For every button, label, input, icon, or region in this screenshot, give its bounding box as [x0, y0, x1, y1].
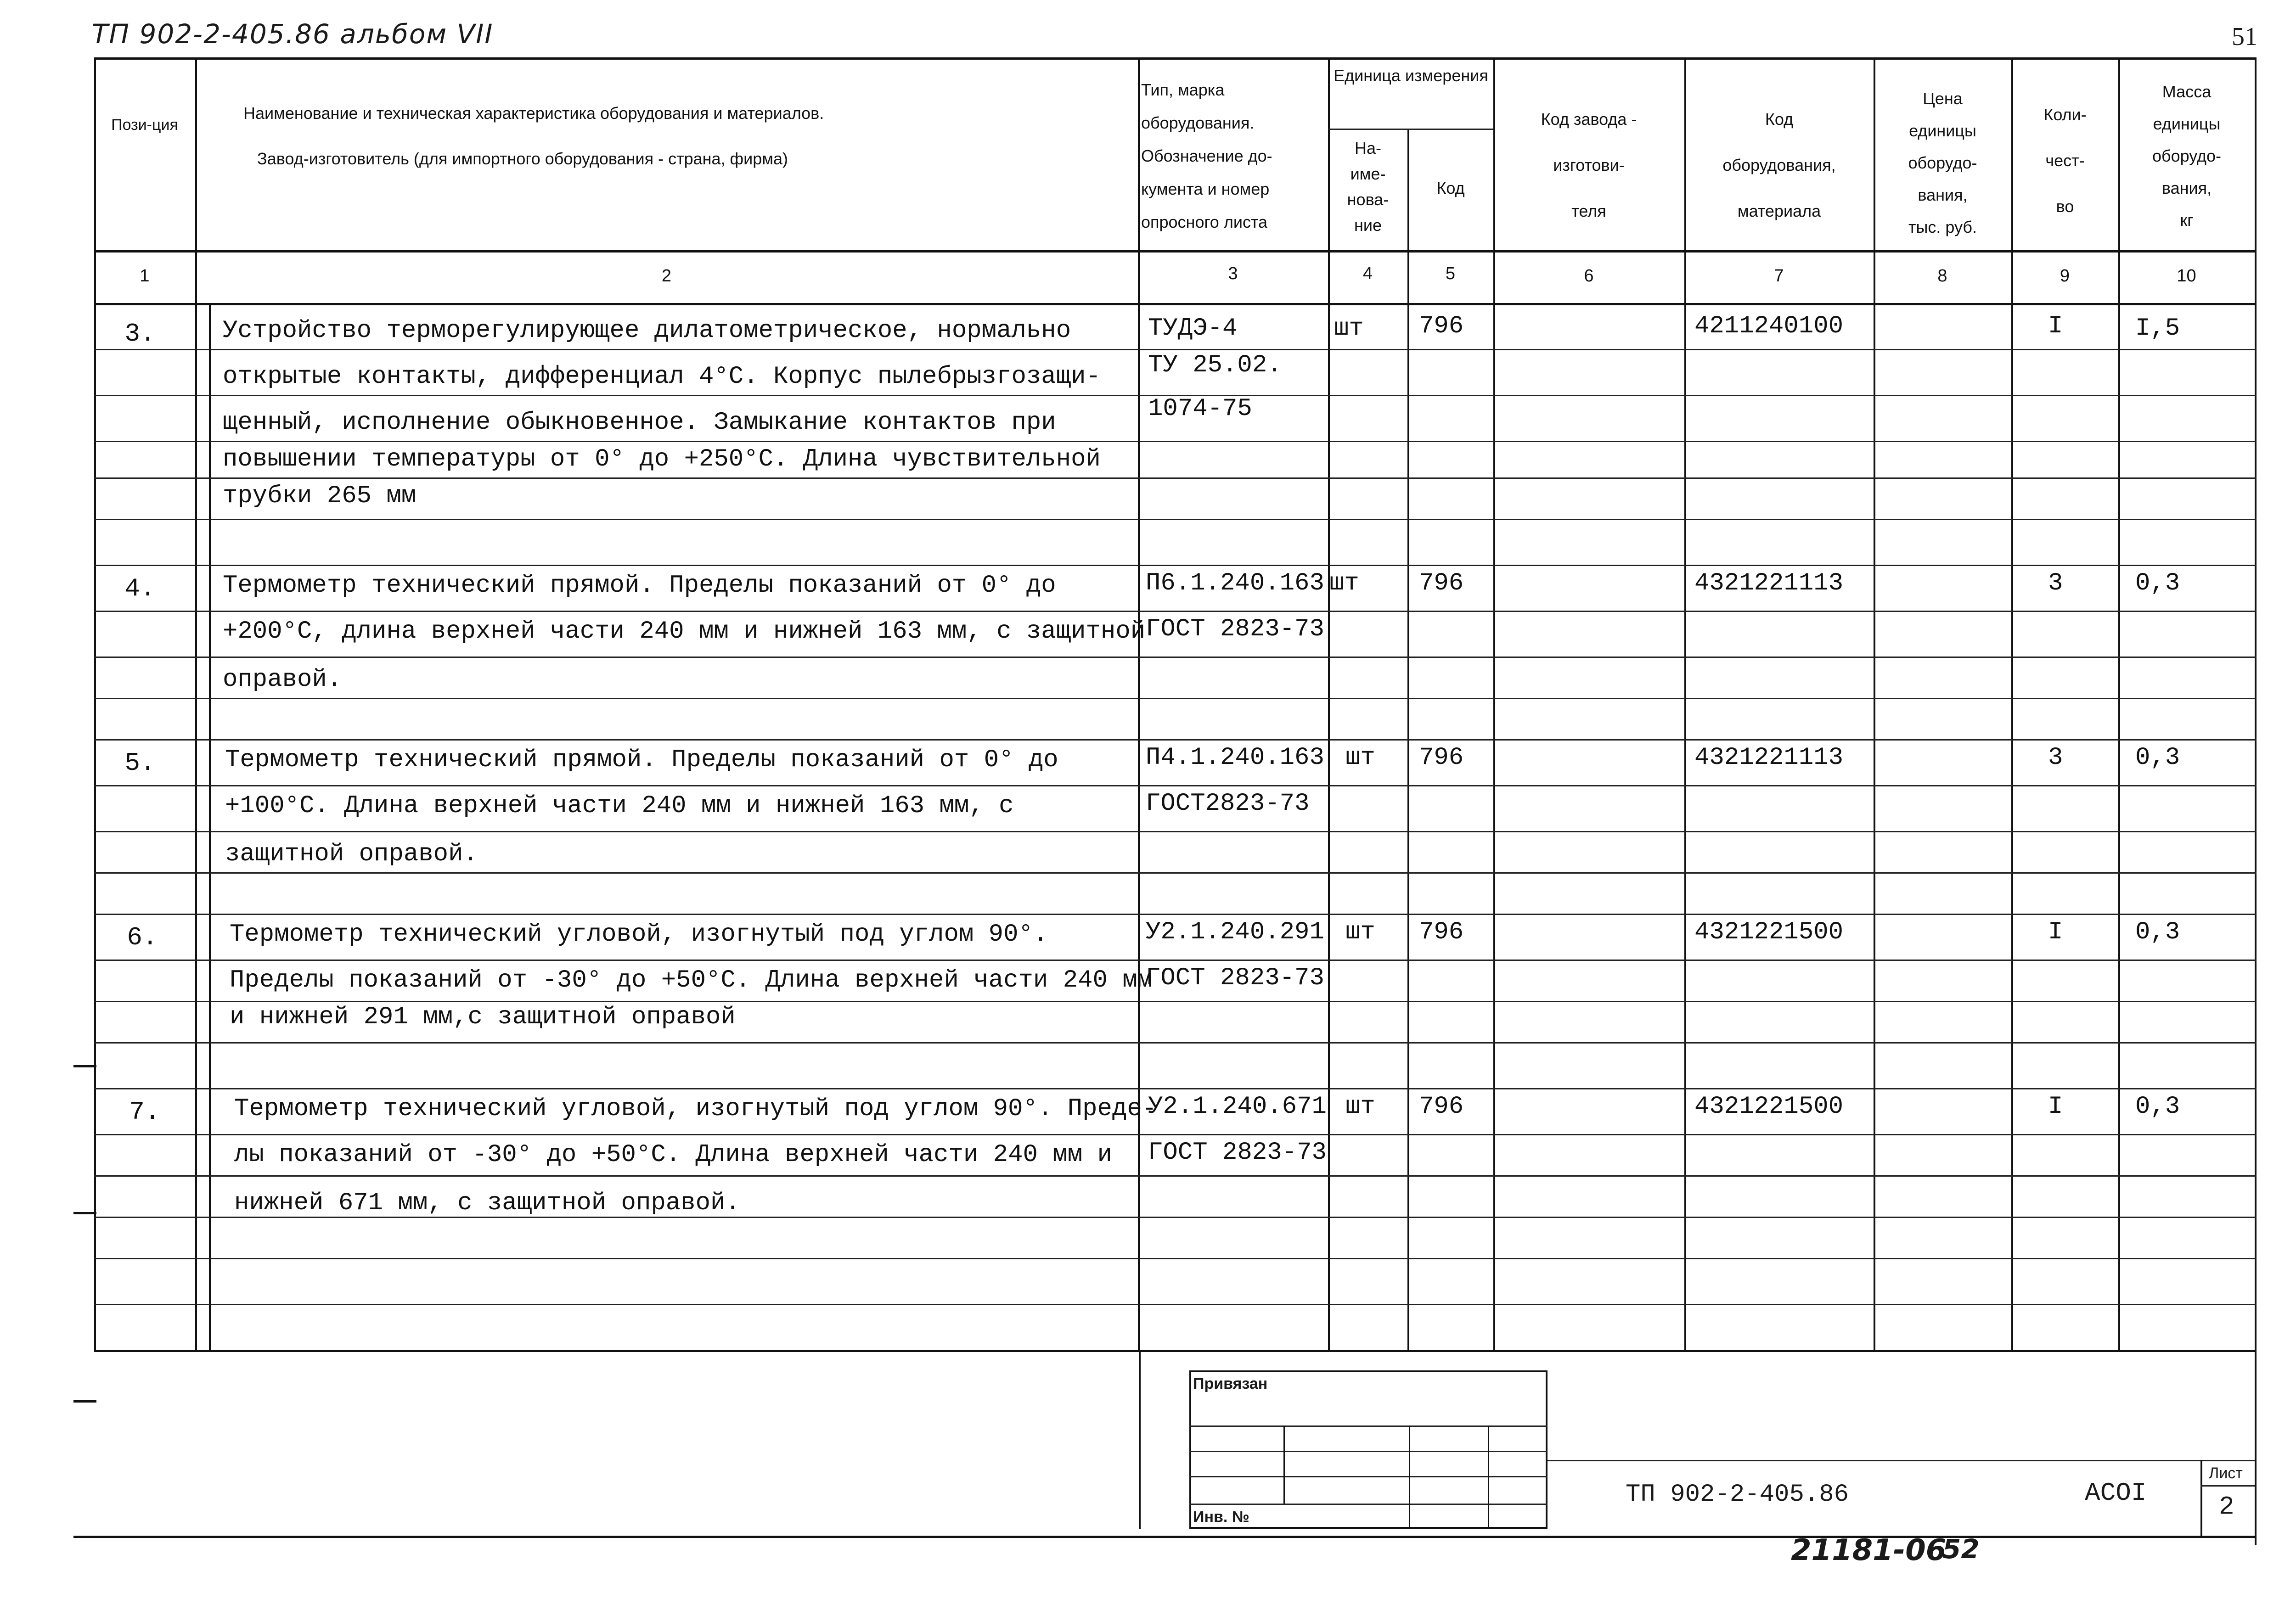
column-header-factory-code-line: теля: [1571, 202, 1606, 220]
column-header-price-line: Цена: [1923, 89, 1963, 108]
column-header-factory-code-line: Код завода -: [1541, 110, 1637, 129]
row-unit-code: 796: [1419, 1093, 1464, 1121]
row-equipment-code: 4321221500: [1694, 918, 1844, 946]
column-header-quantity-line: во: [2056, 197, 2074, 216]
column-header-mass-line: кг: [2180, 211, 2194, 230]
row-type: ГОСТ2823-73: [1146, 790, 1310, 818]
row-type: ТУ 25.02.: [1148, 351, 1282, 379]
document-reference: ТП 902-2-405.86 альбом VII: [92, 18, 494, 50]
stamp-document-code: ТП 902-2-405.86: [1626, 1481, 1849, 1509]
column-header-price-line: единицы: [1909, 121, 1976, 140]
column-header-type-line: Тип, марка: [1141, 80, 1225, 99]
column-header-type-line: оборудования.: [1141, 113, 1255, 132]
attached-box: [1189, 1370, 1548, 1529]
row-description-line: Пределы показаний от -30° до +50°С. Длина верхней части 240 мм: [230, 966, 1153, 994]
column-header-name-line2: Завод-изготовитель (для импортного оборудования - страна, фирма): [257, 149, 788, 168]
column-header-factory-code-line: изготови-: [1553, 156, 1625, 174]
row-quantity: I: [2048, 1093, 2063, 1121]
row-quantity: I: [2048, 918, 2063, 946]
row-mass: 0,3: [2135, 1093, 2180, 1121]
column-number: 10: [2177, 266, 2196, 286]
column-header-factory-code: [1495, 96, 1683, 234]
row-description-line: открытые контакты, дифференциал 4°С. Корпус пылебрызгозащи-: [223, 363, 1101, 391]
column-number: 9: [2060, 266, 2070, 286]
attached-label: Привязан: [1193, 1375, 1268, 1392]
column-header-name-line1: Наименование и техническая характеристика оборудования и материалов.: [243, 104, 824, 123]
column-header-unit-name-line: име-: [1350, 164, 1386, 183]
footer-page-number: 52: [1942, 1533, 1980, 1565]
column-header-mass-line: единицы: [2153, 114, 2221, 133]
column-header-type-line: кумента и номер: [1141, 180, 1270, 198]
column-number: 8: [1937, 266, 1947, 286]
column-header-price: [1875, 83, 2010, 243]
column-header-price-line: оборудо-: [1908, 153, 1977, 172]
row-quantity: I: [2048, 312, 2063, 340]
row-type: ГОСТ 2823-73: [1146, 964, 1324, 992]
row-equipment-code: 4321221113: [1694, 744, 1844, 772]
column-header-equipment-code-line: оборудования,: [1722, 156, 1836, 174]
column-header-unit-name-line: ние: [1354, 216, 1382, 235]
row-description-line: Термометр технический прямой. Пределы показаний от 0° до: [225, 746, 1058, 774]
column-header-price-line: тыс. руб.: [1908, 218, 1977, 236]
sheet-label: Лист: [2209, 1465, 2243, 1482]
row-quantity: 3: [2048, 744, 2063, 772]
column-header-equipment-code-line: Код: [1765, 110, 1794, 129]
row-equipment-code: 4211240100: [1694, 312, 1844, 340]
inventory-label: Инв. №: [1193, 1508, 1249, 1526]
row-position: 3.: [124, 319, 156, 348]
row-type: П4.1.240.163: [1146, 744, 1324, 772]
row-unit-code: 796: [1419, 569, 1464, 597]
row-description-line: Термометр технический угловой, изогнутый под углом 90°. Преде-: [234, 1095, 1157, 1123]
stamp-section: АСОI: [2085, 1478, 2147, 1508]
row-quantity: 3: [2048, 569, 2063, 597]
column-header-unit-code: Код: [1436, 179, 1465, 197]
row-unit: шт: [1329, 569, 1359, 597]
column-number: 3: [1228, 264, 1238, 283]
row-description-line: повышении температуры от 0° до +250°С. Длина чувствительной: [223, 445, 1101, 473]
row-type: У2.1.240.291: [1146, 918, 1324, 946]
column-header-quantity-line: Коли-: [2043, 105, 2087, 124]
column-header-type-line: опросного листа: [1141, 213, 1268, 231]
row-position: 5.: [124, 748, 156, 778]
column-number: 7: [1774, 266, 1784, 286]
row-description-line: защитной оправой.: [225, 840, 478, 868]
row-description-line: Устройство терморегулирующее дилатометрическое, нормально: [223, 317, 1071, 345]
row-unit: шт: [1345, 1093, 1375, 1121]
row-unit-code: 796: [1419, 312, 1464, 340]
column-header-type: [1141, 73, 1325, 239]
row-description-line: оправой.: [223, 666, 342, 694]
row-type: ГОСТ 2823-73: [1146, 615, 1324, 643]
row-unit: шт: [1345, 744, 1375, 772]
row-description-line: лы показаний от -30° до +50°С. Длина верхней части 240 мм и: [234, 1141, 1112, 1169]
column-header-equipment-code-line: материала: [1737, 202, 1821, 220]
column-header-position: Пози-ция: [111, 116, 178, 134]
row-mass: I,5: [2135, 314, 2180, 342]
column-header-mass: [2120, 76, 2253, 236]
column-header-mass-line: оборудо-: [2152, 146, 2222, 165]
row-unit-code: 796: [1419, 918, 1464, 946]
row-description-line: и нижней 291 мм,с защитной оправой: [230, 1003, 736, 1031]
column-header-unit-name-line: На-: [1354, 139, 1381, 157]
column-header-quantity-line: чест-: [2045, 151, 2085, 170]
column-number: 5: [1445, 264, 1456, 283]
row-type: 1074-75: [1148, 395, 1252, 423]
column-header-mass-line: вания,: [2161, 179, 2212, 197]
row-mass: 0,3: [2135, 744, 2180, 772]
row-description-line: +100°С. Длина верхней части 240 мм и нижней 163 мм, с: [225, 792, 1014, 820]
row-unit: шт: [1345, 918, 1375, 946]
row-mass: 0,3: [2135, 918, 2180, 946]
row-unit: шт: [1334, 314, 1364, 342]
row-description-line: Термометр технический прямой. Пределы показаний от 0° до: [223, 572, 1056, 600]
row-description-line: Термометр технический угловой, изогнутый под углом 90°.: [230, 920, 1048, 948]
row-position: 7.: [129, 1097, 160, 1127]
column-number: 1: [140, 266, 150, 286]
column-header-mass-line: Масса: [2162, 82, 2212, 101]
row-unit-code: 796: [1419, 744, 1464, 772]
row-description-line: +200°С, длина верхней части 240 мм и нижней 163 мм, с защитной: [223, 617, 1146, 645]
row-mass: 0,3: [2135, 569, 2180, 597]
column-number: 4: [1362, 264, 1373, 283]
row-description-line: щенный, исполнение обыкновенное. Замыкание контактов при: [223, 409, 1056, 437]
column-header-equipment-code: [1686, 96, 1872, 234]
row-type: П6.1.240.163: [1146, 569, 1324, 597]
column-number: 6: [1584, 266, 1594, 286]
row-equipment-code: 4321221113: [1694, 569, 1844, 597]
row-position: 6.: [127, 923, 158, 952]
row-description-line: нижней 671 мм, с защитной оправой.: [234, 1189, 740, 1217]
column-header-name: [202, 103, 1134, 169]
page-number: 51: [2232, 22, 2257, 51]
column-number: 2: [661, 266, 672, 286]
row-type: ТУДЭ-4: [1148, 314, 1238, 342]
row-equipment-code: 4321221500: [1694, 1093, 1844, 1121]
footer-handwritten-number: 21181-06: [1791, 1533, 1947, 1567]
row-description-line: трубки 265 мм: [223, 482, 416, 510]
row-type: У2.1.240.671: [1148, 1093, 1327, 1121]
row-position: 4.: [124, 574, 156, 603]
column-header-type-line: Обозначение до-: [1141, 146, 1272, 165]
column-header-quantity: [2013, 92, 2117, 230]
column-header-unit-name-line: нова-: [1347, 190, 1389, 209]
row-type: ГОСТ 2823-73: [1148, 1139, 1327, 1167]
column-header-unit-name: [1329, 135, 1407, 238]
sheet-number: 2: [2219, 1492, 2234, 1521]
column-header-price-line: вания,: [1918, 185, 1968, 204]
column-header-unit-group: Единица измерения: [1334, 66, 1488, 85]
